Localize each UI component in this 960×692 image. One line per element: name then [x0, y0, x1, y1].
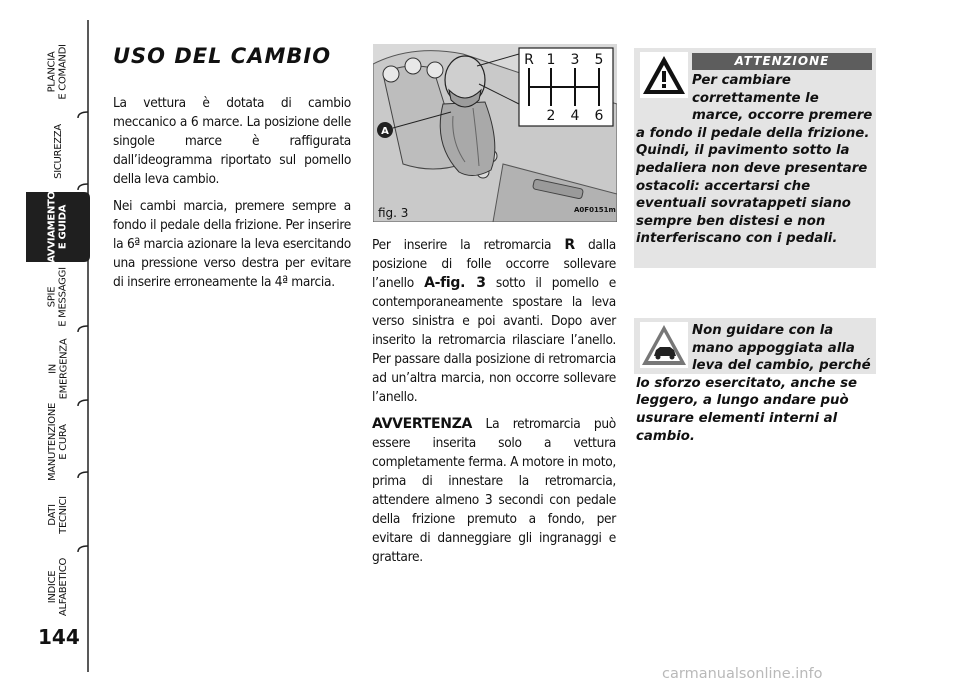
watermark: carmanualsonline.info: [662, 666, 823, 682]
intro-paragraph: La vettura è dotata di cambio meccanico a 6 marce. La posizione delle singole marce è raffigurata dall’ideogramma riportato sul pomello della leva cambio.: [113, 95, 351, 187]
page-number: 144: [38, 625, 80, 649]
gear-2: 2: [546, 108, 556, 124]
reverse-column: [372, 236, 616, 575]
figure-code: A0F0151m: [574, 206, 616, 214]
gear-6: 6: [594, 108, 604, 124]
gearshift-paragraph: Nei cambi marcia, premere sempre a fondo il pedale della frizione. Per inserire la 6ª marcia azionare la leva esercitando una pressione verso destra per evitare di inserire erroneamente la 4ª marcia.: [113, 198, 351, 290]
gear-4: 4: [570, 108, 580, 124]
warning-header: ATTENZIONE: [692, 53, 872, 70]
callout-a: A: [381, 126, 389, 137]
gear-3: 3: [570, 52, 580, 68]
gear-r: R: [524, 52, 534, 68]
gear-5: 5: [594, 52, 604, 68]
section-title: USO DEL CAMBIO: [113, 44, 332, 68]
intro-column: [113, 44, 351, 300]
tab-dati-tecnici[interactable]: DATI TECNICI: [47, 496, 69, 534]
tab-manutenzione[interactable]: MANUTENZIONE E CURA: [47, 402, 70, 482]
note-paragraph: AVVERTENZA La retromarcia può essere inserita solo a vettura completamente ferma. A motore in moto, prima di innestare la retromarcia, attendere almeno 3 secondi con pedale della frizione premuto a fondo, per evitare di danneggiare gli ingranaggi e grattare.: [372, 416, 616, 565]
warning-text: Per cambiare correttamente le marce, occorre premere a fondo il pedale della frizione. Quindi, il pavimento sotto la pedaliera non deve presentare ostacoli: accertarsi che eventuali sovratappeti siano sempre ben distesi e non interferiscano con i pedali.: [636, 73, 873, 247]
reverse-paragraph: Per inserire la retromarcia R dalla posizione di folle occorre sollevare l’anello A-fig. 3 sotto il pomello e contemporaneamente spostare la leva verso sinistra e poi avanti. Dopo aver inserito la retromarcia rilasciare l’anello. Per passare dalla posizione di retromarcia ad un’altra marcia, non occorre sollevare l’anello.: [372, 237, 617, 405]
figure-caption: fig. 3: [378, 206, 409, 220]
tab-indice[interactable]: INDICE ALFABETICO: [47, 557, 69, 617]
tab-spie[interactable]: SPIE E MESSAGGI: [47, 267, 69, 327]
tab-sicurezza[interactable]: SICUREZZA: [52, 123, 64, 179]
caution-text: Non guidare con la mano appoggiata alla leva del cambio, perché lo sforzo esercitato, anche se leggero, a lungo andare può usurare elementi interni al cambio.: [636, 323, 871, 444]
note-label: AVVERTENZA: [372, 416, 473, 432]
chapter-sidebar: [0, 0, 110, 692]
tab-avviamento[interactable]: AVVIAMENTO E GUIDA: [47, 191, 70, 263]
tab-emergenza[interactable]: IN EMERGENZA: [47, 338, 69, 400]
gear-1: 1: [546, 52, 556, 68]
tab-plancia[interactable]: PLANCIA E COMANDI: [47, 44, 69, 100]
gear-lever-figure: [373, 44, 617, 222]
